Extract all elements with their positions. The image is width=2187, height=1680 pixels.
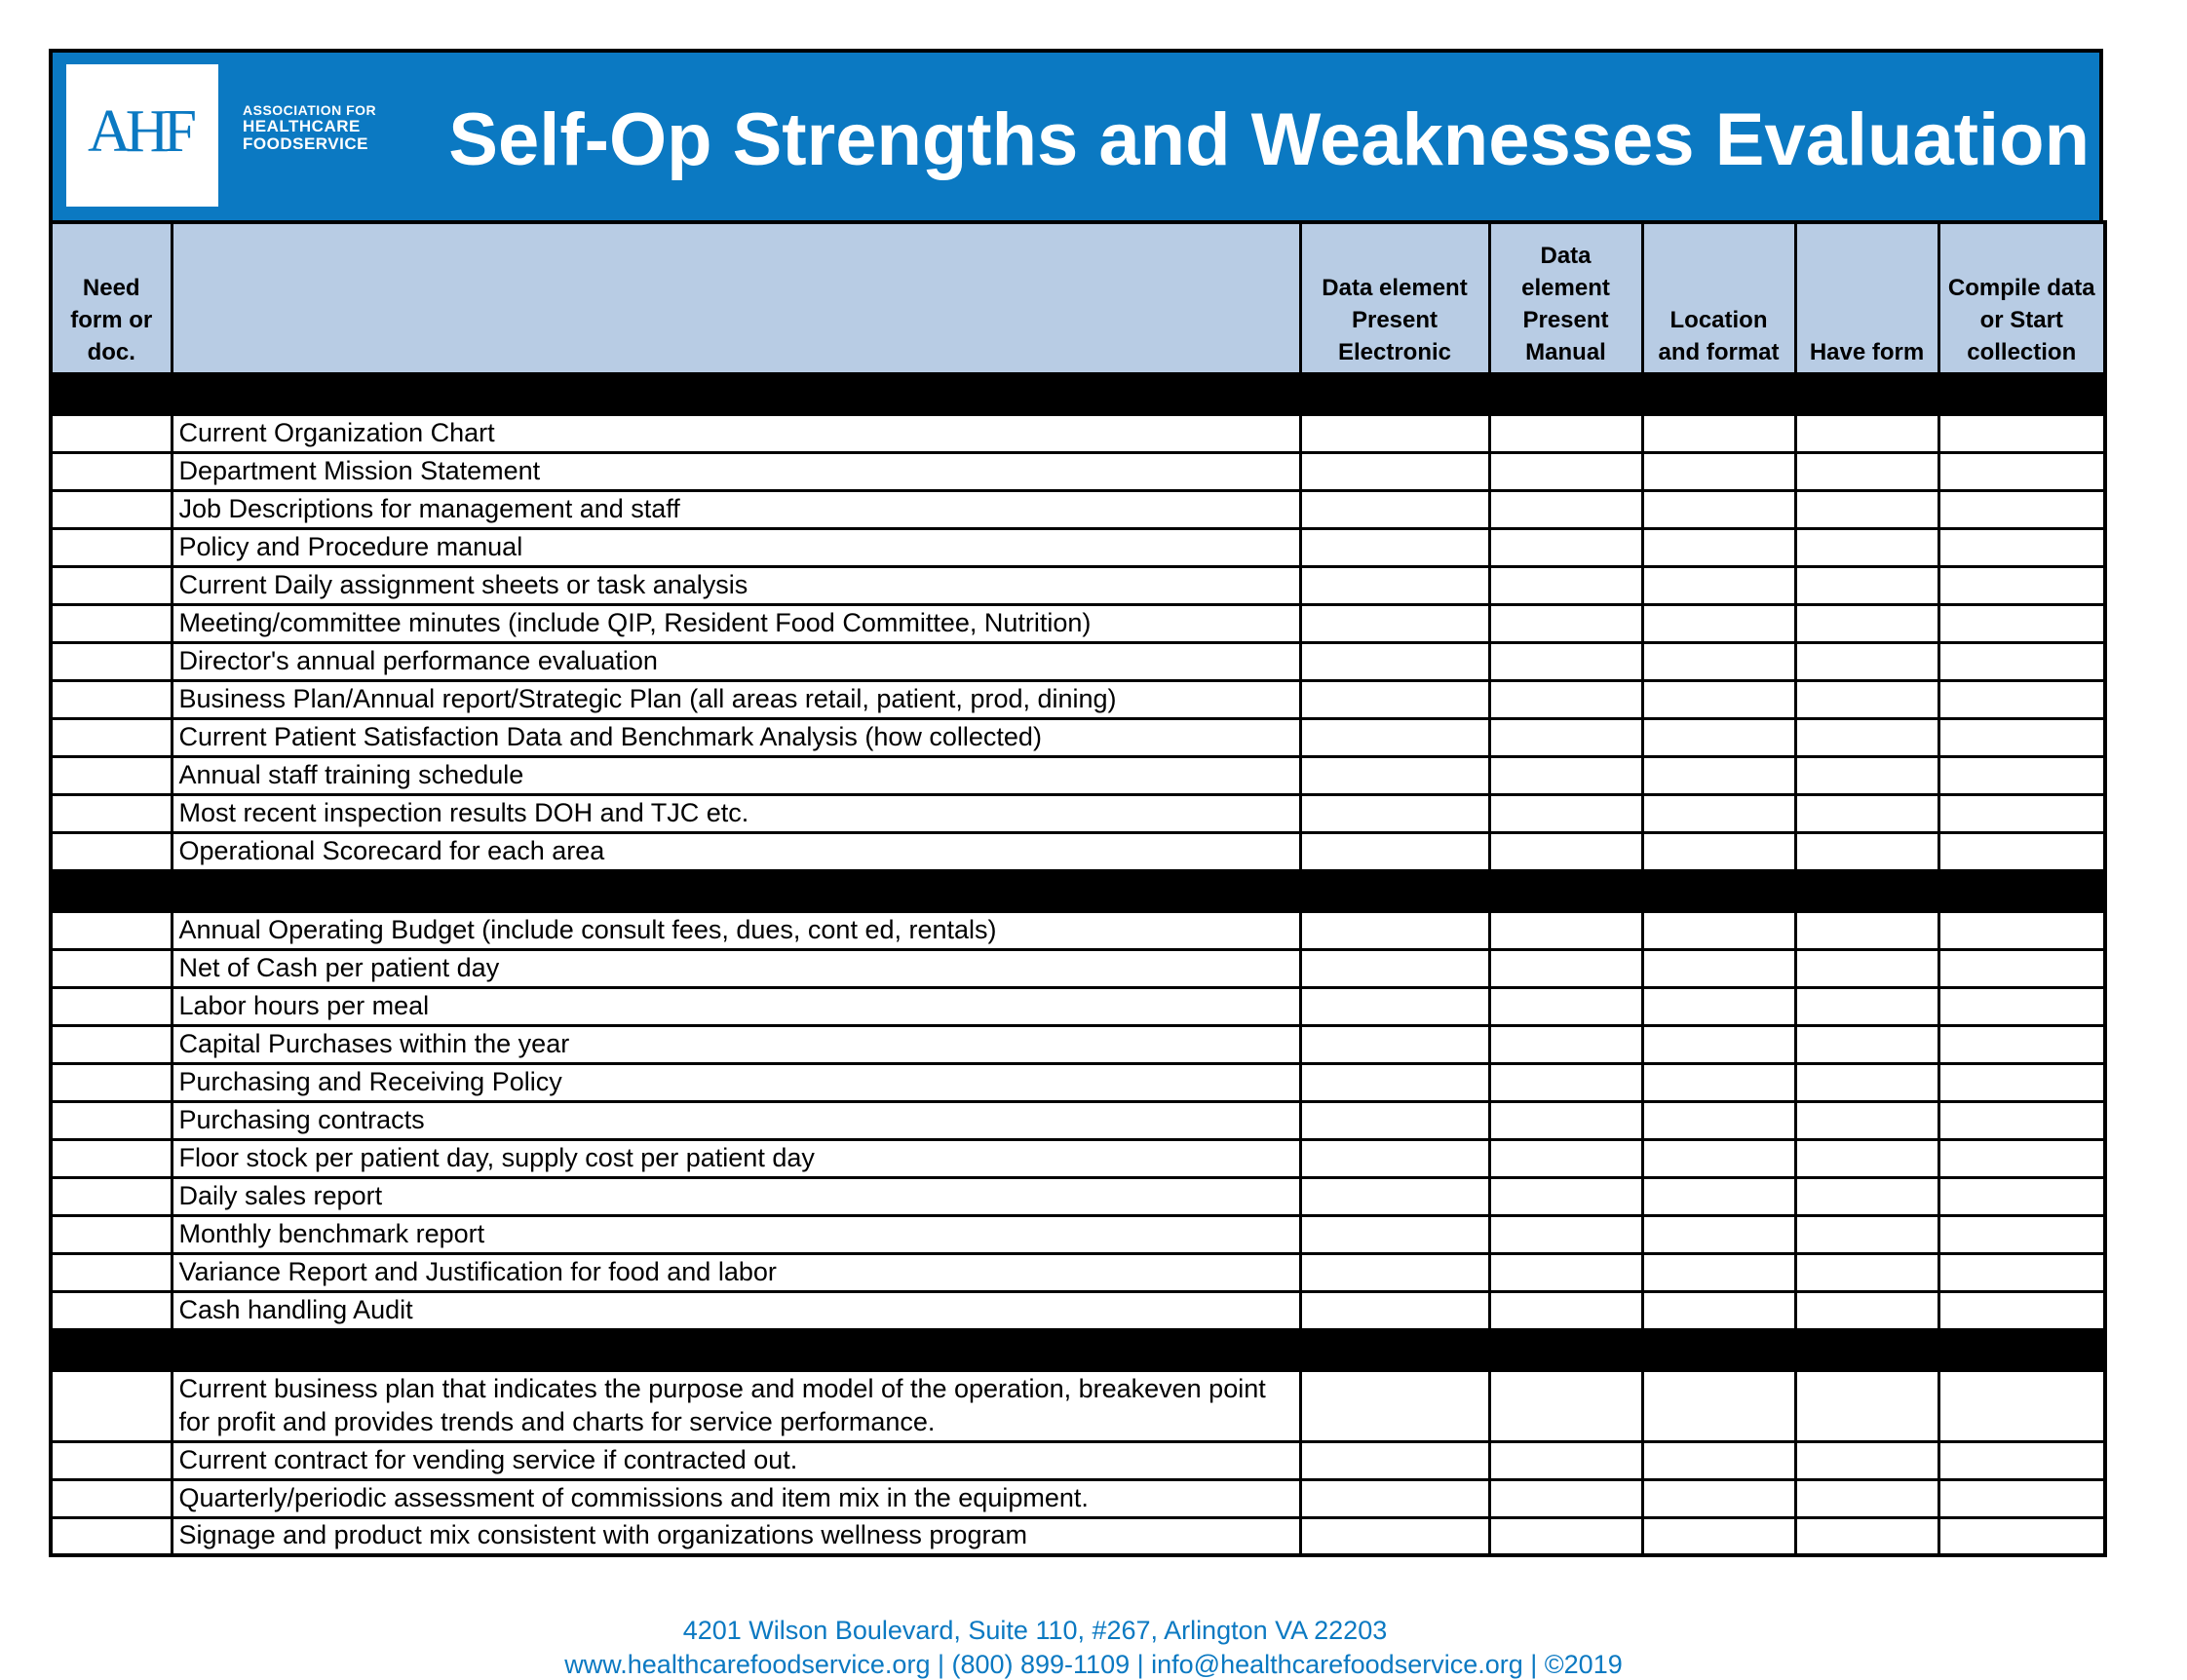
- electronic-cell[interactable]: [1300, 1517, 1489, 1555]
- have-form-cell[interactable]: [1795, 1517, 1938, 1555]
- have-form-cell[interactable]: [1795, 1063, 1938, 1101]
- need-cell[interactable]: [51, 490, 172, 528]
- compile-cell[interactable]: [1938, 452, 2105, 490]
- have-form-cell[interactable]: [1795, 1370, 1938, 1441]
- table-row: [51, 490, 2105, 528]
- location-cell[interactable]: [1642, 680, 1795, 718]
- need-cell[interactable]: [51, 1101, 172, 1139]
- electronic-cell[interactable]: [1300, 718, 1489, 756]
- location-cell[interactable]: [1642, 987, 1795, 1025]
- manual-cell[interactable]: [1489, 1025, 1642, 1063]
- manual-cell[interactable]: [1489, 911, 1642, 949]
- location-cell[interactable]: [1642, 566, 1795, 604]
- location-cell[interactable]: [1642, 911, 1795, 949]
- item-label: Operational Scorecard for each area: [172, 832, 1300, 870]
- table-row: [51, 1253, 2105, 1291]
- item-label: Monthly benchmark report: [172, 1215, 1300, 1253]
- compile-cell[interactable]: [1938, 1370, 2105, 1441]
- have-form-cell[interactable]: [1795, 566, 1938, 604]
- section-divider-cell: [1489, 373, 1642, 414]
- need-cell[interactable]: [51, 1441, 172, 1479]
- col-header-have-form: [1795, 222, 1938, 373]
- need-cell[interactable]: [51, 1215, 172, 1253]
- need-cell[interactable]: [51, 832, 172, 870]
- compile-cell[interactable]: [1938, 490, 2105, 528]
- need-cell[interactable]: [51, 604, 172, 642]
- manual-cell[interactable]: [1489, 528, 1642, 566]
- need-cell[interactable]: [51, 756, 172, 794]
- compile-cell[interactable]: [1938, 1025, 2105, 1063]
- need-cell[interactable]: [51, 414, 172, 452]
- table-row: [51, 794, 2105, 832]
- col-header-line: Need: [82, 274, 140, 301]
- logo-line: HEALTHCARE: [243, 117, 361, 135]
- need-cell[interactable]: [51, 718, 172, 756]
- have-form-cell[interactable]: [1795, 1215, 1938, 1253]
- compile-cell[interactable]: [1938, 987, 2105, 1025]
- item-label: Variance Report and Justification for food and labor: [172, 1253, 1300, 1291]
- manual-cell[interactable]: [1489, 452, 1642, 490]
- item-label: Quarterly/periodic assessment of commissions and item mix in the equipment.: [172, 1479, 1300, 1517]
- table-row: [51, 1517, 2105, 1555]
- compile-cell[interactable]: [1938, 414, 2105, 452]
- manual-cell[interactable]: [1489, 490, 1642, 528]
- item-label: Business Plan/Annual report/Strategic Plan (all areas retail, patient, prod, dining): [172, 680, 1300, 718]
- item-label: Current business plan that indicates the purpose and model of the operation, breakeven point for profit and provides trends and charts for service performance.: [172, 1370, 1300, 1441]
- section-divider-cell: [1795, 373, 1938, 414]
- electronic-cell[interactable]: [1300, 1291, 1489, 1329]
- table-row: [51, 718, 2105, 756]
- have-form-cell[interactable]: [1795, 604, 1938, 642]
- location-cell[interactable]: [1642, 414, 1795, 452]
- manual-cell[interactable]: [1489, 1253, 1642, 1291]
- footer-contact: www.healthcarefoodservice.org | (800) 899-1109 | info@healthcarefoodservice.org | ©2019: [564, 1650, 1623, 1679]
- section-divider: [51, 1329, 2105, 1370]
- electronic-cell[interactable]: [1300, 528, 1489, 566]
- item-label: Current contract for vending service if contracted out.: [172, 1441, 1300, 1479]
- compile-cell[interactable]: [1938, 680, 2105, 718]
- have-form-cell[interactable]: [1795, 528, 1938, 566]
- compile-cell[interactable]: [1938, 832, 2105, 870]
- col-header-electronic: [1300, 222, 1489, 373]
- electronic-cell[interactable]: [1300, 566, 1489, 604]
- electronic-cell[interactable]: [1300, 1215, 1489, 1253]
- have-form-cell[interactable]: [1795, 832, 1938, 870]
- compile-cell[interactable]: [1938, 1177, 2105, 1215]
- manual-cell[interactable]: [1489, 1291, 1642, 1329]
- evaluation-table: [49, 220, 2107, 1557]
- location-cell[interactable]: [1642, 642, 1795, 680]
- header-band: [49, 49, 2103, 224]
- col-header-line: Location: [1669, 306, 1768, 333]
- manual-cell[interactable]: [1489, 680, 1642, 718]
- manual-cell[interactable]: [1489, 1063, 1642, 1101]
- need-cell[interactable]: [51, 1253, 172, 1291]
- logo-line: ASSOCIATION FOR: [243, 102, 377, 118]
- electronic-cell[interactable]: [1300, 832, 1489, 870]
- col-header-compile: [1938, 222, 2105, 373]
- col-header-need: [51, 222, 172, 373]
- location-cell[interactable]: [1642, 949, 1795, 987]
- electronic-cell[interactable]: [1300, 1479, 1489, 1517]
- table-row: [51, 756, 2105, 794]
- compile-cell[interactable]: [1938, 1291, 2105, 1329]
- compile-cell[interactable]: [1938, 566, 2105, 604]
- item-label: Current Organization Chart: [172, 414, 1300, 452]
- manual-cell[interactable]: [1489, 832, 1642, 870]
- col-header-line: Manual: [1525, 338, 1606, 365]
- table-row: [51, 1025, 2105, 1063]
- need-cell[interactable]: [51, 949, 172, 987]
- have-form-cell[interactable]: [1795, 1025, 1938, 1063]
- item-label: Purchasing and Receiving Policy: [172, 1063, 1300, 1101]
- logo-line: FOODSERVICE: [243, 134, 368, 153]
- section-divider-cell: [1489, 1329, 1642, 1370]
- table-row: [51, 987, 2105, 1025]
- have-form-cell[interactable]: [1795, 1291, 1938, 1329]
- manual-cell[interactable]: [1489, 1479, 1642, 1517]
- need-cell[interactable]: [51, 566, 172, 604]
- item-label: Meeting/committee minutes (include QIP, Resident Food Committee, Nutrition): [172, 604, 1300, 642]
- manual-cell[interactable]: [1489, 756, 1642, 794]
- footer-address: 4201 Wilson Boulevard, Suite 110, #267, Arlington VA 22203: [682, 1616, 1388, 1645]
- section-divider-cell: [172, 373, 1300, 414]
- have-form-cell[interactable]: [1795, 680, 1938, 718]
- item-label: Annual staff training schedule: [172, 756, 1300, 794]
- section-divider-cell: [51, 373, 172, 414]
- have-form-cell[interactable]: [1795, 718, 1938, 756]
- manual-cell[interactable]: [1489, 987, 1642, 1025]
- electronic-cell[interactable]: [1300, 490, 1489, 528]
- location-cell[interactable]: [1642, 718, 1795, 756]
- table-row: [51, 949, 2105, 987]
- manual-cell[interactable]: [1489, 1517, 1642, 1555]
- have-form-cell[interactable]: [1795, 1441, 1938, 1479]
- manual-cell[interactable]: [1489, 1101, 1642, 1139]
- compile-cell[interactable]: [1938, 1139, 2105, 1177]
- need-cell[interactable]: [51, 1370, 172, 1441]
- col-header-line: doc.: [87, 338, 135, 365]
- table-row: [51, 528, 2105, 566]
- need-cell[interactable]: [51, 680, 172, 718]
- compile-cell[interactable]: [1938, 718, 2105, 756]
- need-cell[interactable]: [51, 987, 172, 1025]
- electronic-cell[interactable]: [1300, 1370, 1489, 1441]
- have-form-cell[interactable]: [1795, 794, 1938, 832]
- manual-cell[interactable]: [1489, 1177, 1642, 1215]
- location-cell[interactable]: [1642, 1139, 1795, 1177]
- location-cell[interactable]: [1642, 452, 1795, 490]
- table-row: [51, 1479, 2105, 1517]
- electronic-cell[interactable]: [1300, 1025, 1489, 1063]
- manual-cell[interactable]: [1489, 1370, 1642, 1441]
- location-cell[interactable]: [1642, 1370, 1795, 1441]
- need-cell[interactable]: [51, 1139, 172, 1177]
- manual-cell[interactable]: [1489, 718, 1642, 756]
- need-cell[interactable]: [51, 1479, 172, 1517]
- table-row: [51, 911, 2105, 949]
- location-cell[interactable]: [1642, 490, 1795, 528]
- need-cell[interactable]: [51, 1025, 172, 1063]
- table-row: [51, 1139, 2105, 1177]
- section-divider-cell: [1300, 373, 1489, 414]
- manual-cell[interactable]: [1489, 414, 1642, 452]
- section-divider-cell: [172, 870, 1300, 911]
- item-label: Most recent inspection results DOH and TJC etc.: [172, 794, 1300, 832]
- compile-cell[interactable]: [1938, 911, 2105, 949]
- compile-cell[interactable]: [1938, 1441, 2105, 1479]
- location-cell[interactable]: [1642, 604, 1795, 642]
- item-label: Annual Operating Budget (include consult fees, dues, cont ed, rentals): [172, 911, 1300, 949]
- need-cell[interactable]: [51, 452, 172, 490]
- table-row: [51, 1215, 2105, 1253]
- item-label: Net of Cash per patient day: [172, 949, 1300, 987]
- electronic-cell[interactable]: [1300, 452, 1489, 490]
- location-cell[interactable]: [1642, 1177, 1795, 1215]
- table-row: [51, 1291, 2105, 1329]
- table-row: [51, 832, 2105, 870]
- item-label: Current Daily assignment sheets or task analysis: [172, 566, 1300, 604]
- location-cell[interactable]: [1642, 794, 1795, 832]
- col-header-line: form or: [70, 306, 153, 333]
- item-label: Cash handling Audit: [172, 1291, 1300, 1329]
- table-header-row: [51, 222, 2105, 373]
- need-cell[interactable]: [51, 1063, 172, 1101]
- compile-cell[interactable]: [1938, 756, 2105, 794]
- electronic-cell[interactable]: [1300, 756, 1489, 794]
- col-header-line: element: [1521, 274, 1610, 301]
- col-header-line: Present: [1522, 306, 1609, 333]
- col-header-line: Have form: [1809, 338, 1925, 365]
- compile-cell[interactable]: [1938, 1479, 2105, 1517]
- location-cell[interactable]: [1642, 1291, 1795, 1329]
- manual-cell[interactable]: [1489, 1215, 1642, 1253]
- section-divider-cell: [51, 870, 172, 911]
- electronic-cell[interactable]: [1300, 642, 1489, 680]
- compile-cell[interactable]: [1938, 528, 2105, 566]
- electronic-cell[interactable]: [1300, 1253, 1489, 1291]
- location-cell[interactable]: [1642, 1253, 1795, 1291]
- manual-cell[interactable]: [1489, 642, 1642, 680]
- col-header-line: Compile data: [1947, 274, 2095, 301]
- location-cell[interactable]: [1642, 1025, 1795, 1063]
- compile-cell[interactable]: [1938, 794, 2105, 832]
- item-label: Labor hours per meal: [172, 987, 1300, 1025]
- need-cell[interactable]: [51, 528, 172, 566]
- col-header-line: and format: [1658, 338, 1780, 365]
- table-row: [51, 1101, 2105, 1139]
- table-row: [51, 1441, 2105, 1479]
- section-divider-cell: [1795, 870, 1938, 911]
- need-cell[interactable]: [51, 1177, 172, 1215]
- have-form-cell[interactable]: [1795, 452, 1938, 490]
- location-cell[interactable]: [1642, 1063, 1795, 1101]
- col-header-manual: [1489, 222, 1642, 373]
- table-row: [51, 604, 2105, 642]
- table-row: [51, 452, 2105, 490]
- manual-cell[interactable]: [1489, 1139, 1642, 1177]
- have-form-cell[interactable]: [1795, 1253, 1938, 1291]
- table-row: [51, 1177, 2105, 1215]
- section-divider-cell: [172, 1329, 1300, 1370]
- electronic-cell[interactable]: [1300, 414, 1489, 452]
- table-row: [51, 680, 2105, 718]
- have-form-cell[interactable]: [1795, 949, 1938, 987]
- manual-cell[interactable]: [1489, 794, 1642, 832]
- table-row: [51, 642, 2105, 680]
- table-row: [51, 566, 2105, 604]
- have-form-cell[interactable]: [1795, 490, 1938, 528]
- manual-cell[interactable]: [1489, 604, 1642, 642]
- col-header-location: [1642, 222, 1795, 373]
- item-label: Signage and product mix consistent with organizations wellness program: [172, 1517, 1300, 1555]
- location-cell[interactable]: [1642, 528, 1795, 566]
- page-title: Self-Op Strengths and Weaknesses Evaluation: [448, 98, 2090, 181]
- item-label: Current Patient Satisfaction Data and Benchmark Analysis (how collected): [172, 718, 1300, 756]
- col-header-line: Present: [1351, 306, 1439, 333]
- electronic-cell[interactable]: [1300, 680, 1489, 718]
- electronic-cell[interactable]: [1300, 949, 1489, 987]
- compile-cell[interactable]: [1938, 1215, 2105, 1253]
- table-row: [51, 1370, 2105, 1441]
- location-cell[interactable]: [1642, 832, 1795, 870]
- section-divider-cell: [1642, 1329, 1795, 1370]
- col-header-item: [172, 222, 1300, 373]
- section-divider-cell: [1642, 373, 1795, 414]
- table-body: [51, 373, 2105, 1555]
- have-form-cell[interactable]: [1795, 756, 1938, 794]
- item-label: Department Mission Statement: [172, 452, 1300, 490]
- item-label: Director's annual performance evaluation: [172, 642, 1300, 680]
- item-label: Purchasing contracts: [172, 1101, 1300, 1139]
- section-divider-cell: [1795, 1329, 1938, 1370]
- have-form-cell[interactable]: [1795, 1139, 1938, 1177]
- compile-cell[interactable]: [1938, 949, 2105, 987]
- compile-cell[interactable]: [1938, 604, 2105, 642]
- table-row: [51, 1063, 2105, 1101]
- item-label: Floor stock per patient day, supply cost per patient day: [172, 1139, 1300, 1177]
- electronic-cell[interactable]: [1300, 987, 1489, 1025]
- section-divider-cell: [1938, 870, 2105, 911]
- location-cell[interactable]: [1642, 756, 1795, 794]
- need-cell[interactable]: [51, 794, 172, 832]
- electronic-cell[interactable]: [1300, 1101, 1489, 1139]
- have-form-cell[interactable]: [1795, 1177, 1938, 1215]
- manual-cell[interactable]: [1489, 949, 1642, 987]
- section-divider-cell: [1642, 870, 1795, 911]
- section-divider: [51, 870, 2105, 911]
- logo-wordmark: [243, 103, 376, 153]
- compile-cell[interactable]: [1938, 1253, 2105, 1291]
- location-cell[interactable]: [1642, 1517, 1795, 1555]
- compile-cell[interactable]: [1938, 642, 2105, 680]
- location-cell[interactable]: [1642, 1479, 1795, 1517]
- col-header-line: or Start: [1979, 306, 2063, 333]
- table-row: [51, 414, 2105, 452]
- section-divider: [51, 373, 2105, 414]
- have-form-cell[interactable]: [1795, 987, 1938, 1025]
- need-cell[interactable]: [51, 1517, 172, 1555]
- have-form-cell[interactable]: [1795, 1101, 1938, 1139]
- electronic-cell[interactable]: [1300, 604, 1489, 642]
- have-form-cell[interactable]: [1795, 414, 1938, 452]
- section-divider-cell: [1489, 870, 1642, 911]
- section-divider-cell: [1300, 1329, 1489, 1370]
- item-label: Capital Purchases within the year: [172, 1025, 1300, 1063]
- have-form-cell[interactable]: [1795, 911, 1938, 949]
- section-divider-cell: [1938, 1329, 2105, 1370]
- need-cell[interactable]: [51, 1291, 172, 1329]
- electronic-cell[interactable]: [1300, 911, 1489, 949]
- electronic-cell[interactable]: [1300, 794, 1489, 832]
- manual-cell[interactable]: [1489, 1441, 1642, 1479]
- electronic-cell[interactable]: [1300, 1441, 1489, 1479]
- electronic-cell[interactable]: [1300, 1139, 1489, 1177]
- col-header-line: Electronic: [1337, 338, 1452, 365]
- electronic-cell[interactable]: [1300, 1063, 1489, 1101]
- col-header-line: Data: [1540, 242, 1592, 269]
- col-header-line: collection: [1967, 338, 2077, 365]
- electronic-cell[interactable]: [1300, 1177, 1489, 1215]
- section-divider-cell: [51, 1329, 172, 1370]
- location-cell[interactable]: [1642, 1441, 1795, 1479]
- compile-cell[interactable]: [1938, 1063, 2105, 1101]
- logo-mark: AHF: [88, 98, 192, 165]
- location-cell[interactable]: [1642, 1101, 1795, 1139]
- item-label: Daily sales report: [172, 1177, 1300, 1215]
- item-label: Job Descriptions for management and staff: [172, 490, 1300, 528]
- location-cell[interactable]: [1642, 1215, 1795, 1253]
- logo: [66, 64, 218, 207]
- need-cell[interactable]: [51, 642, 172, 680]
- manual-cell[interactable]: [1489, 566, 1642, 604]
- section-divider-cell: [1300, 870, 1489, 911]
- have-form-cell[interactable]: [1795, 642, 1938, 680]
- col-header-line: Data element: [1322, 274, 1468, 301]
- have-form-cell[interactable]: [1795, 1479, 1938, 1517]
- need-cell[interactable]: [51, 911, 172, 949]
- compile-cell[interactable]: [1938, 1517, 2105, 1555]
- compile-cell[interactable]: [1938, 1101, 2105, 1139]
- item-label: Policy and Procedure manual: [172, 528, 1300, 566]
- section-divider-cell: [1938, 373, 2105, 414]
